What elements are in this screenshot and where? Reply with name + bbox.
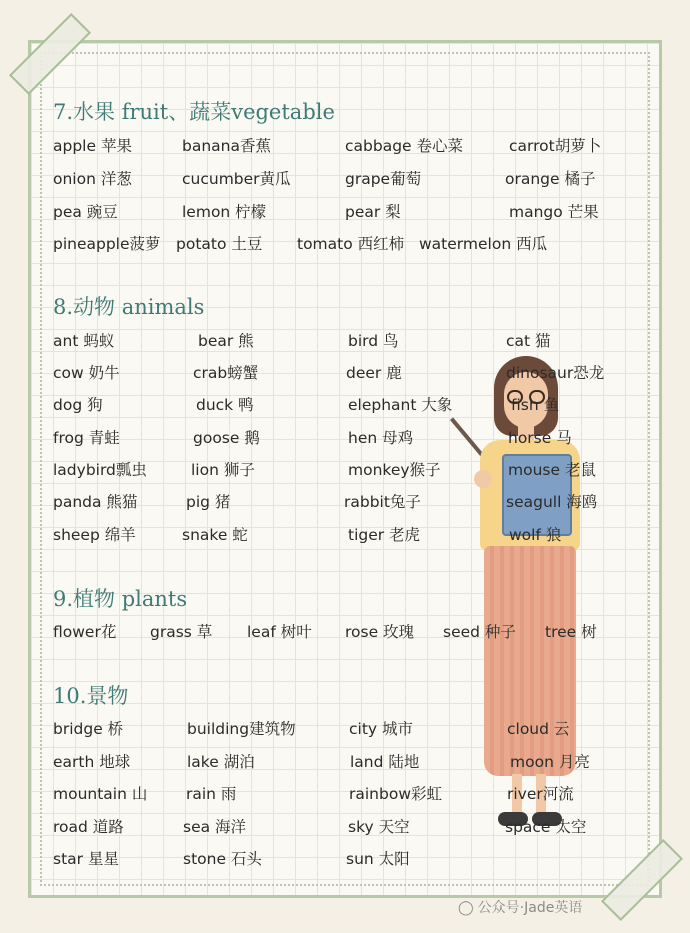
word-item: orange 橘子 xyxy=(505,170,596,188)
word-item: earth 地球 xyxy=(53,753,131,771)
word-item: pig 猪 xyxy=(186,493,231,511)
word-item: pear 梨 xyxy=(345,203,401,221)
word-item: dinosaur恐龙 xyxy=(506,364,605,382)
word-item: land 陆地 xyxy=(350,753,420,771)
section-title-scenery: 10.景物 xyxy=(53,684,129,708)
word-item: sun 太阳 xyxy=(346,850,410,868)
word-item: elephant 大象 xyxy=(348,396,453,414)
word-item: panda 熊猫 xyxy=(53,493,138,511)
word-item: moon 月亮 xyxy=(510,753,590,771)
word-item: rain 雨 xyxy=(186,785,237,803)
word-item: rabbit兔子 xyxy=(344,493,421,511)
word-item: grape葡萄 xyxy=(345,170,422,188)
word-item: building建筑物 xyxy=(187,720,296,738)
word-item: road 道路 xyxy=(53,818,124,836)
word-item: mountain 山 xyxy=(53,785,148,803)
word-item: frog 青蛙 xyxy=(53,429,120,447)
word-item: star 星星 xyxy=(53,850,119,868)
word-item: cucumber黄瓜 xyxy=(182,170,291,188)
word-item: duck 鸭 xyxy=(196,396,254,414)
section-title-fruit: 7.水果 fruit、蔬菜vegetable xyxy=(53,100,335,124)
word-item: ladybird瓢虫 xyxy=(53,461,147,479)
word-item: hen 母鸡 xyxy=(348,429,414,447)
word-item: cat 猫 xyxy=(506,332,551,350)
word-item: tree 树 xyxy=(545,623,597,641)
word-item: cow 奶牛 xyxy=(53,364,120,382)
word-item: rainbow彩虹 xyxy=(349,785,443,803)
word-item: seagull 海鸥 xyxy=(506,493,598,511)
word-item: seed 种子 xyxy=(443,623,516,641)
word-item: pineapple菠萝 xyxy=(53,235,161,253)
word-item: wolf 狼 xyxy=(509,526,562,544)
word-item: banana香蕉 xyxy=(182,137,271,155)
word-item: goose 鹅 xyxy=(193,429,260,447)
wechat-icon: ◯ xyxy=(458,900,474,916)
word-item: sky 天空 xyxy=(348,818,410,836)
teacher-hand xyxy=(474,470,492,488)
word-item: flower花 xyxy=(53,623,117,641)
word-item: onion 洋葱 xyxy=(53,170,132,188)
word-item: tomato 西红柿 xyxy=(297,235,405,253)
word-item: bird 鸟 xyxy=(348,332,399,350)
word-item: cabbage 卷心菜 xyxy=(345,137,463,155)
word-item: sea 海洋 xyxy=(183,818,247,836)
word-item: bridge 桥 xyxy=(53,720,124,738)
word-item: cloud 云 xyxy=(507,720,570,738)
teacher-skirt xyxy=(484,546,576,776)
word-item: dog 狗 xyxy=(53,396,103,414)
watermark-text: 公众号·Jade英语 xyxy=(477,900,583,916)
word-item: lake 湖泊 xyxy=(187,753,255,771)
word-item: grass 草 xyxy=(150,623,213,641)
watermark xyxy=(458,897,582,917)
section-title-plants: 9.植物 plants xyxy=(53,587,188,611)
word-item: potato 土豆 xyxy=(176,235,263,253)
word-item: stone 石头 xyxy=(183,850,262,868)
word-item: rose 玫瑰 xyxy=(345,623,415,641)
word-item: space 太空 xyxy=(505,818,587,836)
word-item: leaf 树叶 xyxy=(247,623,312,641)
word-item: monkey猴子 xyxy=(348,461,441,479)
section-title-animals: 8.动物 animals xyxy=(53,295,205,319)
word-item: watermelon 西瓜 xyxy=(419,235,548,253)
word-item: carrot胡萝卜 xyxy=(509,137,602,155)
word-item: snake 蛇 xyxy=(182,526,248,544)
word-item: fish 鱼 xyxy=(511,396,560,414)
word-item: pea 豌豆 xyxy=(53,203,118,221)
word-item: tiger 老虎 xyxy=(348,526,421,544)
word-item: apple 苹果 xyxy=(53,137,132,155)
word-item: sheep 绵羊 xyxy=(53,526,136,544)
word-item: lion 狮子 xyxy=(191,461,255,479)
word-item: deer 鹿 xyxy=(346,364,402,382)
word-item: lemon 柠檬 xyxy=(182,203,267,221)
word-item: horse 马 xyxy=(508,429,572,447)
word-item: city 城市 xyxy=(349,720,414,738)
word-item: mouse 老鼠 xyxy=(508,461,596,479)
word-item: bear 熊 xyxy=(198,332,254,350)
word-item: ant 蚂蚁 xyxy=(53,332,115,350)
word-item: crab螃蟹 xyxy=(193,364,259,382)
word-item: mango 芒果 xyxy=(509,203,599,221)
word-item: river河流 xyxy=(507,785,574,803)
